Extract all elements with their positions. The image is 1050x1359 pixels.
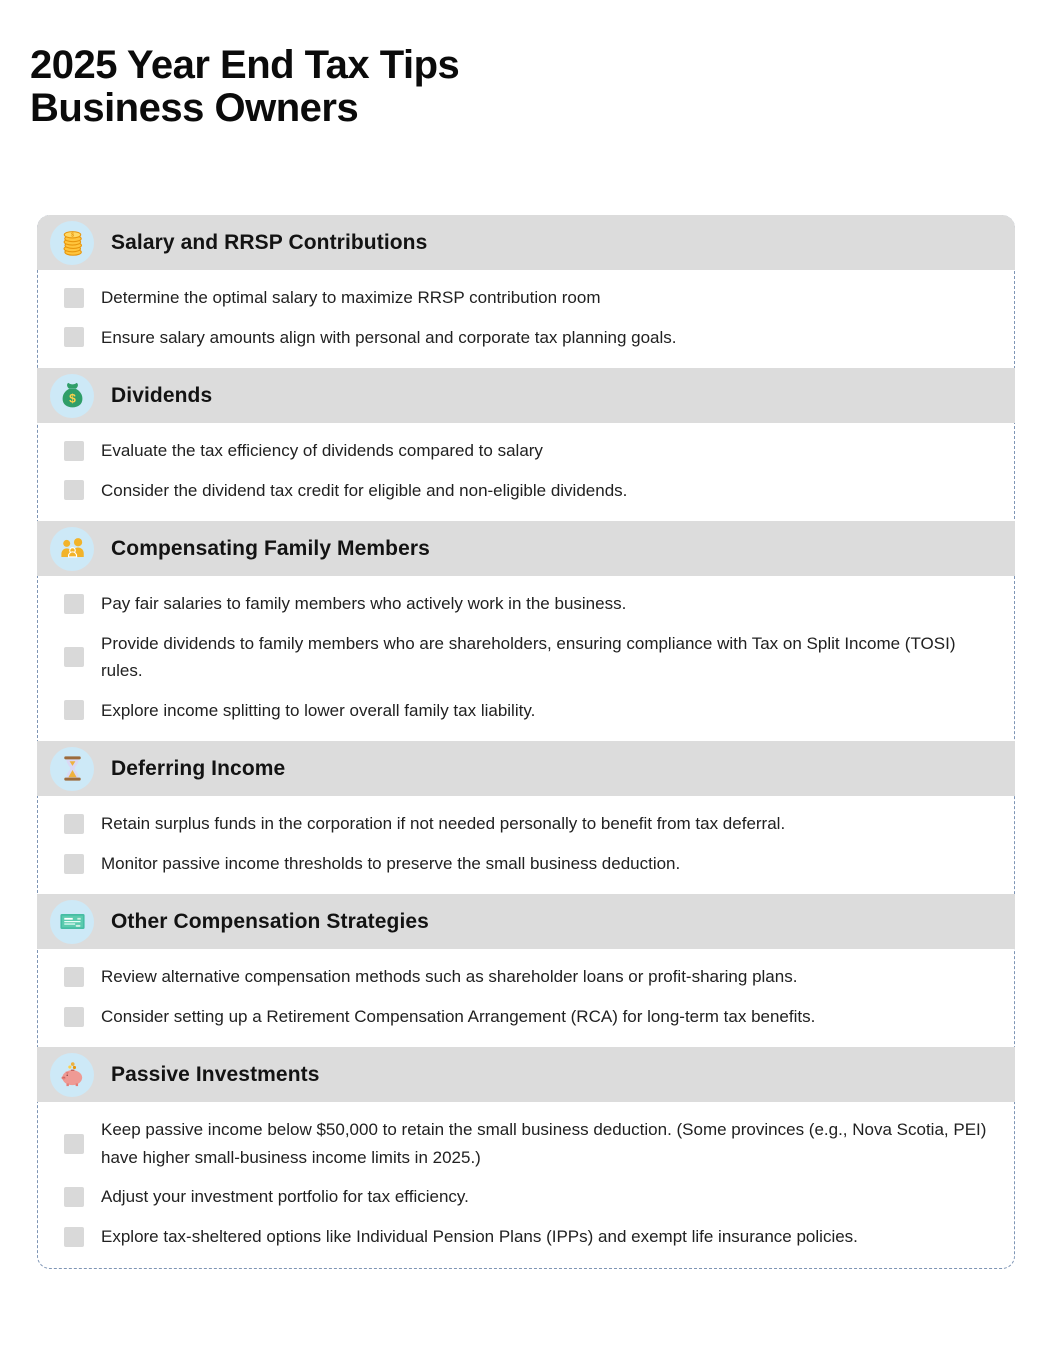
section-title: Salary and RRSP Contributions bbox=[111, 230, 428, 254]
section bbox=[38, 1047, 1014, 1267]
coins-icon bbox=[58, 228, 87, 257]
section-header bbox=[37, 521, 1015, 576]
section-header bbox=[37, 1047, 1015, 1102]
section-header bbox=[37, 215, 1015, 270]
checklist-item bbox=[64, 1183, 988, 1211]
section-header bbox=[37, 741, 1015, 796]
section-title: Dividends bbox=[111, 383, 213, 407]
section-items bbox=[38, 1102, 1014, 1267]
piggy-bank-icon bbox=[58, 1060, 87, 1089]
checklist-item bbox=[64, 437, 988, 465]
checklist-item bbox=[64, 590, 988, 618]
checklist-item-text: Explore tax-sheltered options like Individual Pension Plans (IPPs) and exempt life insurance policies. bbox=[101, 1226, 858, 1246]
checklist-item bbox=[64, 324, 988, 352]
checklist-item bbox=[64, 1003, 988, 1031]
section-icon-circle bbox=[50, 527, 94, 571]
checklist-item-text: Consider the dividend tax credit for eligible and non-eligible dividends. bbox=[101, 480, 628, 500]
checklist-item bbox=[64, 850, 988, 878]
section-icon-circle bbox=[50, 374, 94, 418]
checkbox[interactable] bbox=[64, 854, 84, 874]
section-title: Passive Investments bbox=[111, 1062, 320, 1086]
checkbox[interactable] bbox=[64, 441, 84, 461]
section-items bbox=[38, 796, 1014, 894]
checklist-item-text: Ensure salary amounts align with personal and corporate tax planning goals. bbox=[101, 327, 677, 347]
checkbox[interactable] bbox=[64, 647, 84, 667]
section bbox=[38, 521, 1014, 741]
cheque-icon bbox=[58, 907, 87, 936]
section-icon-circle bbox=[50, 900, 94, 944]
section bbox=[38, 368, 1014, 521]
section-items bbox=[38, 576, 1014, 741]
checkbox[interactable] bbox=[64, 1187, 84, 1207]
checklist-item bbox=[64, 477, 988, 505]
section-items bbox=[38, 270, 1014, 368]
section-header bbox=[37, 894, 1015, 949]
checkbox[interactable] bbox=[64, 1134, 84, 1154]
section-title: Other Compensation Strategies bbox=[111, 909, 429, 933]
section bbox=[38, 741, 1014, 894]
section-header bbox=[37, 368, 1015, 423]
money-bag-icon bbox=[58, 381, 87, 410]
checklist-item-text: Determine the optimal salary to maximize RRSP contribution room bbox=[101, 288, 601, 307]
checklist-item-text: Review alternative compensation methods such as shareholder loans or profit-sharing plans. bbox=[101, 967, 798, 987]
section bbox=[38, 215, 1014, 368]
checkbox[interactable] bbox=[64, 327, 84, 347]
checkbox[interactable] bbox=[64, 700, 84, 720]
checklist-item-text: Provide dividends to family members who are shareholders, ensuring compliance with Tax on Split Income (TOSI) rules. bbox=[101, 633, 956, 681]
section-items bbox=[38, 423, 1014, 521]
checklist-item-text: Consider setting up a Retirement Compensation Arrangement (RCA) for long-term tax benefits. bbox=[101, 1006, 816, 1026]
svg-text:$: $ bbox=[68, 391, 76, 406]
hourglass-icon bbox=[58, 754, 87, 783]
section-title: Compensating Family Members bbox=[111, 536, 430, 560]
page-title-line2: Business Owners bbox=[30, 86, 359, 131]
section-items bbox=[38, 949, 1014, 1047]
checkbox[interactable] bbox=[64, 1227, 84, 1247]
checklist-item bbox=[64, 1223, 988, 1251]
svg-text:$: $ bbox=[70, 232, 74, 239]
checklist-item bbox=[64, 1116, 988, 1171]
page-title-line1: 2025 Year End Tax Tips bbox=[30, 43, 460, 87]
section-title: Deferring Income bbox=[111, 756, 286, 780]
checklist-item-text: Pay fair salaries to family members who actively work in the business. bbox=[101, 594, 627, 614]
section-icon-circle bbox=[50, 747, 94, 791]
checkbox[interactable] bbox=[64, 814, 84, 834]
checkbox[interactable] bbox=[64, 967, 84, 987]
checklist-item-text: Evaluate the tax efficiency of dividends compared to salary bbox=[101, 441, 543, 461]
checklist-container bbox=[37, 215, 1015, 1269]
checklist-item-text: Retain surplus funds in the corporation if not needed personally to benefit from tax deferral. bbox=[101, 814, 786, 834]
checklist-item bbox=[64, 810, 988, 838]
checklist-item-text: Keep passive income below $50,000 to retain the small business deduction. (Some provinces (e.g., Nova Scotia, PEI) have higher small-business income limits in 2025.) bbox=[101, 1120, 987, 1167]
page-title bbox=[30, 44, 459, 130]
section-icon-circle bbox=[50, 1053, 94, 1097]
checkbox[interactable] bbox=[64, 480, 84, 500]
checklist-item bbox=[64, 963, 988, 991]
section-icon-circle bbox=[50, 221, 94, 265]
family-icon bbox=[58, 534, 87, 563]
section bbox=[38, 894, 1014, 1047]
checklist-item-text: Adjust your investment portfolio for tax efficiency. bbox=[101, 1187, 469, 1207]
checklist-item bbox=[64, 284, 988, 312]
checkbox[interactable] bbox=[64, 594, 84, 614]
checklist-item bbox=[64, 697, 988, 725]
checklist-item-text: Explore income splitting to lower overall family tax liability. bbox=[101, 700, 536, 720]
checkbox[interactable] bbox=[64, 288, 84, 308]
checklist-item-text: Monitor passive income thresholds to preserve the small business deduction. bbox=[101, 853, 681, 873]
checkbox[interactable] bbox=[64, 1007, 84, 1027]
checklist-item bbox=[64, 630, 988, 685]
